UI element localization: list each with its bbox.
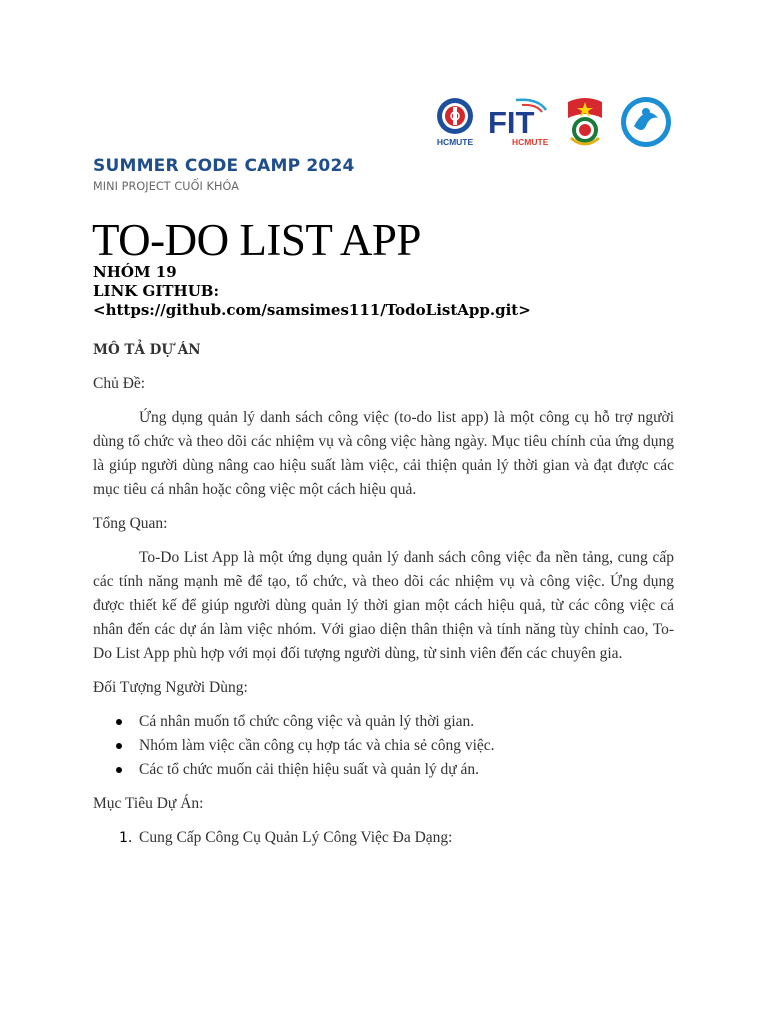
- list-item: [93, 710, 674, 734]
- fit-caption: FIT: [488, 105, 535, 140]
- hcmute-logo: [434, 96, 476, 155]
- bullet-icon: [116, 743, 122, 749]
- list-item-text: Cung Cấp Công Cụ Quản Lý Công Việc Đa Dạng:: [139, 829, 453, 846]
- github-label: LINK GITHUB:: [93, 282, 219, 300]
- document-title: TO-DO LIST APP: [92, 215, 421, 265]
- overview-label: Tổng Quan:: [93, 515, 168, 532]
- group-name: NHÓM 19: [93, 263, 177, 281]
- list-item: [93, 826, 674, 850]
- section-heading: MÔ TẢ DỰ ÁN: [93, 342, 201, 358]
- list-item-text: Nhóm làm việc cần công cụ hợp tác và chia sẻ công việc.: [139, 737, 495, 754]
- document-body: [93, 338, 674, 850]
- youth-union-logo: [562, 96, 608, 155]
- audience-list: [93, 710, 674, 782]
- fit-sub-caption: HCMUTE: [512, 137, 549, 147]
- list-item-text: Các tổ chức muốn cải thiện hiệu suất và quản lý dự án.: [139, 761, 480, 778]
- audience-label: Đối Tượng Người Dùng:: [93, 679, 248, 696]
- fit-logo: [486, 96, 552, 155]
- camp-title: SUMMER CODE CAMP 2024: [93, 156, 355, 176]
- camp-subtitle: MINI PROJECT CUỐI KHÓA: [93, 180, 239, 193]
- document-meta: [93, 263, 531, 320]
- topic-label: Chủ Đề:: [93, 375, 146, 392]
- goals-list: [93, 826, 674, 850]
- list-item-text: Cá nhân muốn tổ chức công việc và quản lý thời gian.: [139, 713, 475, 730]
- list-item: [93, 758, 674, 782]
- goals-label: Mục Tiêu Dự Án:: [93, 795, 204, 812]
- bullet-icon: [116, 719, 122, 725]
- bullet-icon: [116, 767, 122, 773]
- student-association-logo: [620, 96, 672, 155]
- hcmute-caption: HCMUTE: [436, 137, 474, 147]
- list-item: [93, 734, 674, 758]
- list-item-number: 1.: [119, 830, 133, 846]
- overview-paragraph: To-Do List App là một ứng dụng quản lý danh sách công việc đa nền tảng, cung cấp các tính năng mạnh mẽ để tạo, tổ chức, và theo dõi các nhiệm vụ và công việc. Ứng dụng được thiết kế để giúp người dùng quản lý thời gian một cách hiệu quả, từ các công việc cá nhân đến các dự án làm việc nhóm. Với giao diện thân thiện và tính năng tùy chỉnh cao, To-Do List App phù hợp với mọi đối tượng người dùng, từ sinh viên đến các chuyên gia.: [93, 549, 674, 662]
- topic-paragraph: Ứng dụng quản lý danh sách công việc (to-do list app) là một công cụ hỗ trợ người dùng tổ chức và theo dõi các nhiệm vụ và công việc hàng ngày. Mục tiêu chính của ứng dụng là giúp người dùng nâng cao hiệu suất làm việc, cải thiện quản lý thời gian và đạt được các mục tiêu cá nhân hoặc công việc một cách hiệu quả.: [93, 409, 674, 498]
- github-link[interactable]: <https://github.com/samsimes111/TodoListApp.git>: [93, 301, 531, 319]
